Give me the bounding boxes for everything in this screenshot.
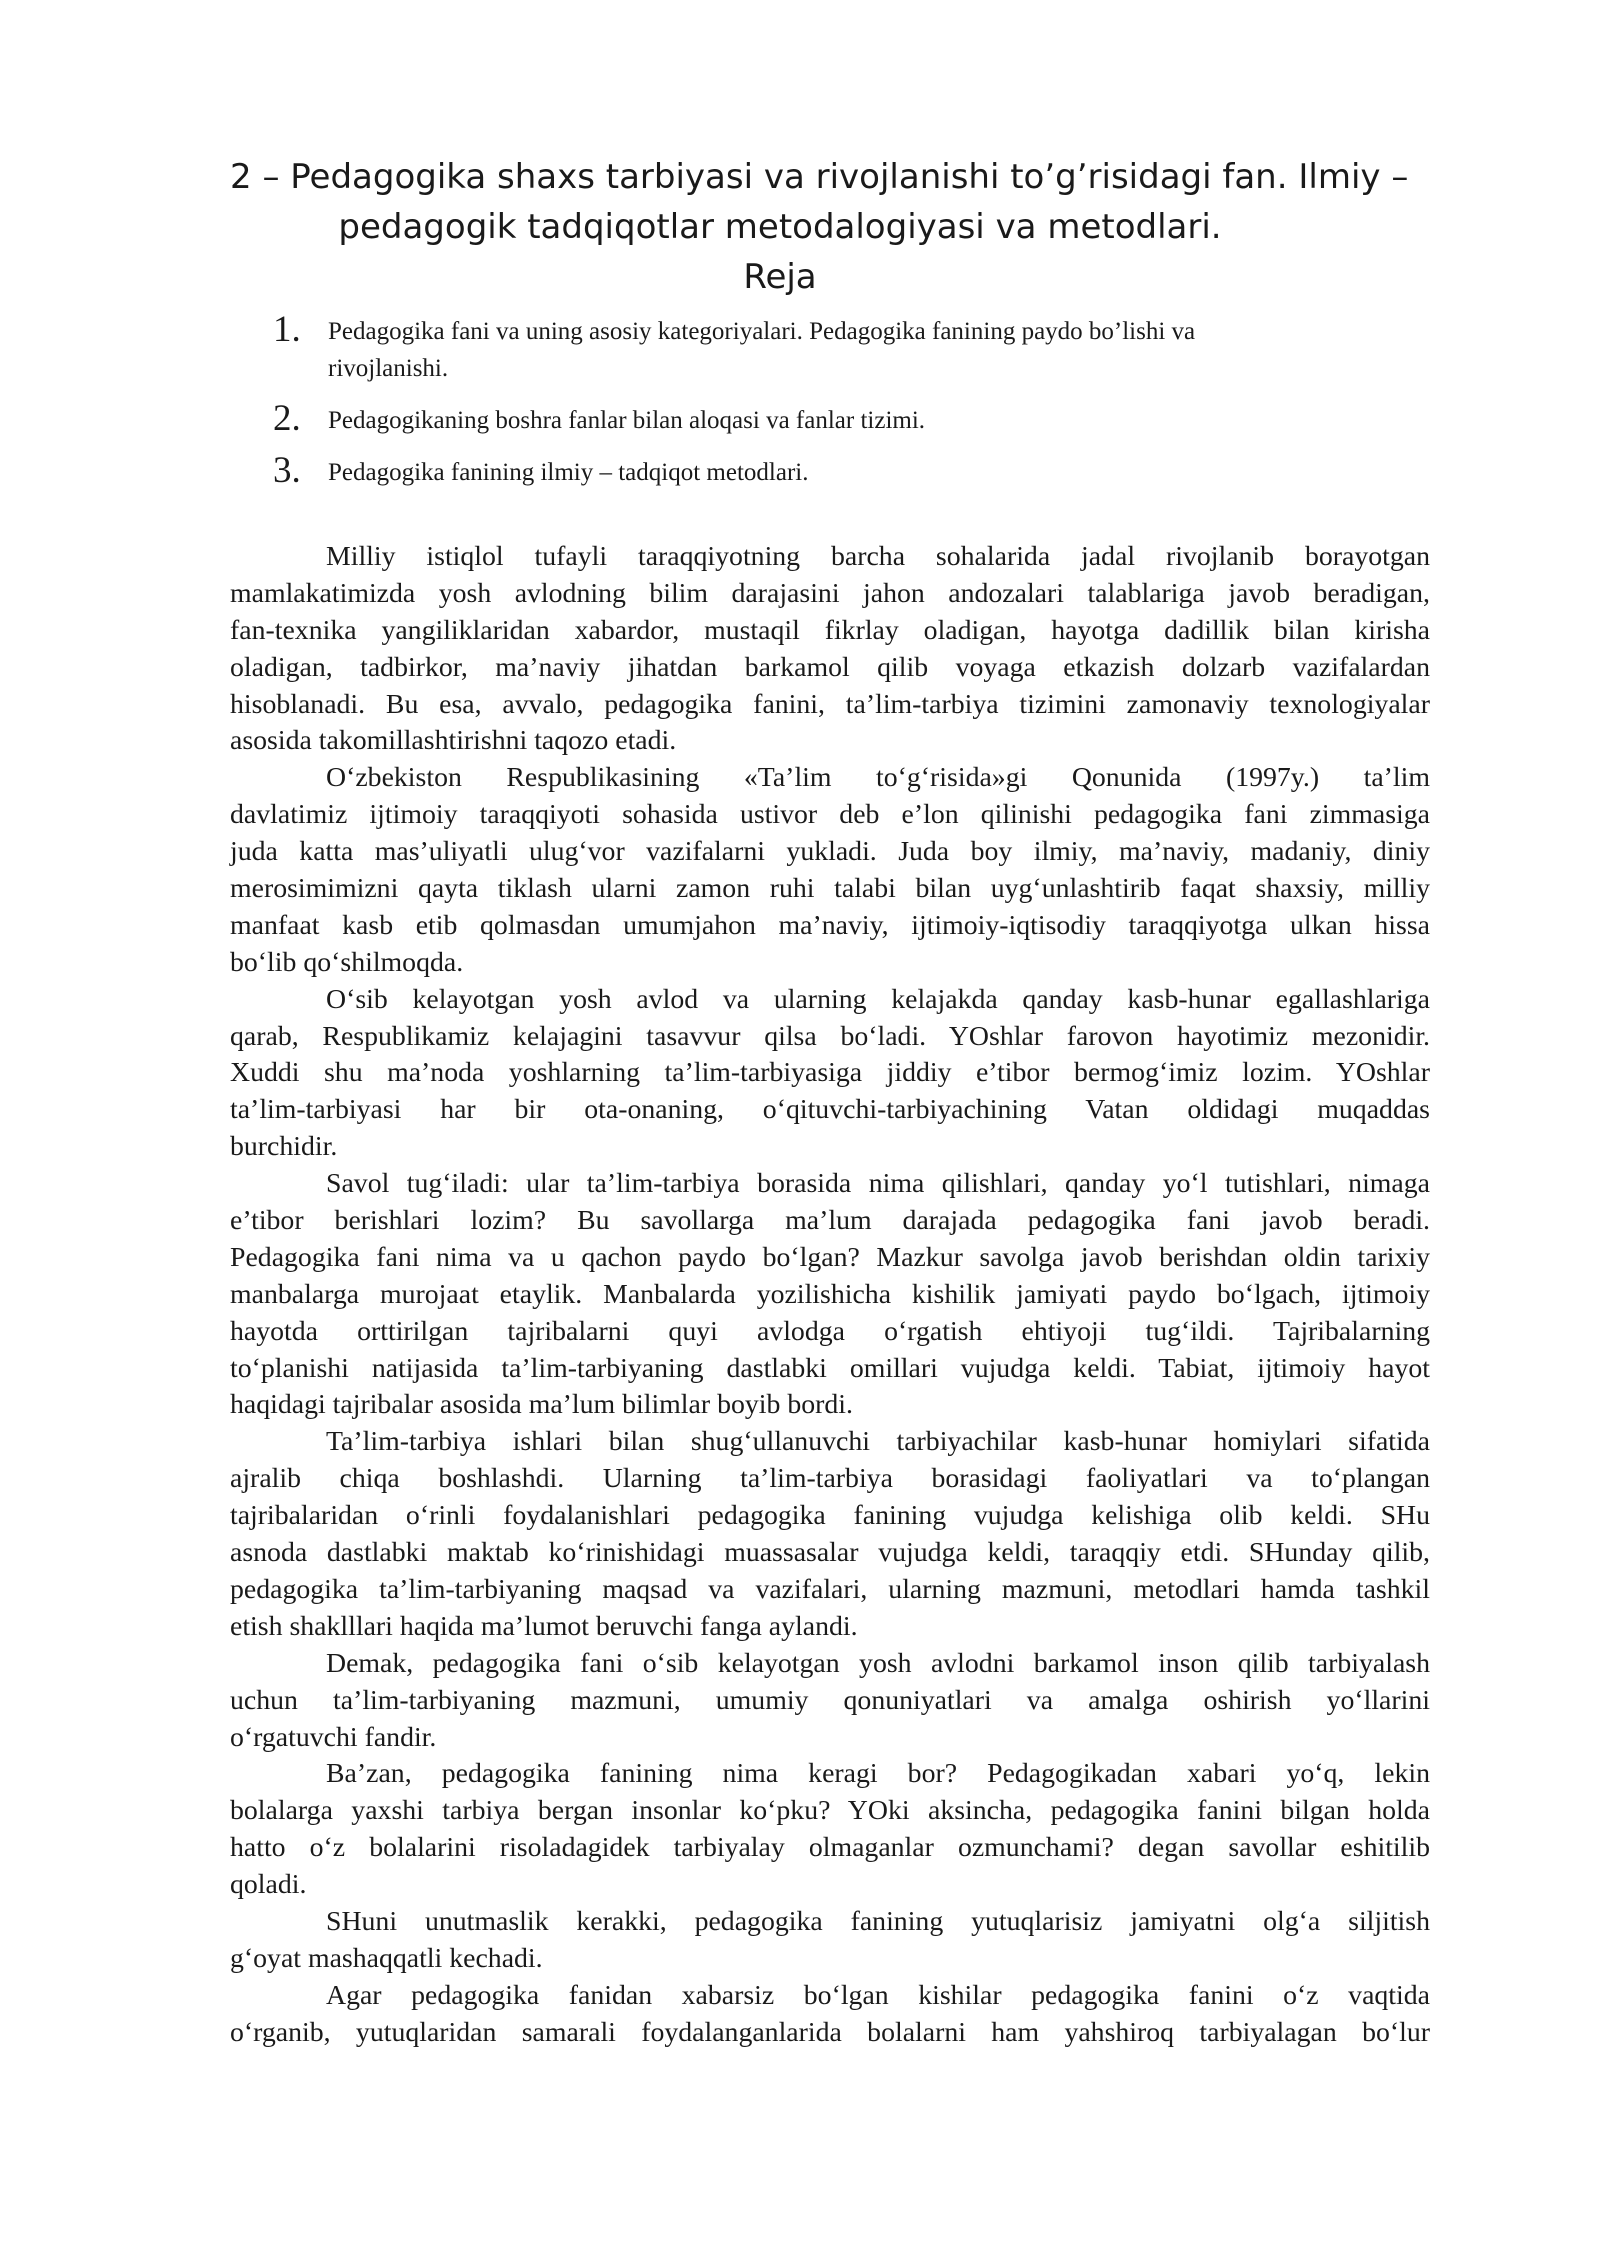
title-line-2: pedagogik tadqiqotlar metodalogiyasi va metodlari. bbox=[338, 207, 1222, 247]
body-line: o‘rgatuvchi fandir. bbox=[230, 1721, 437, 1753]
body-line: Milliy istiqlol tufayli taraqqiyotning barcha sohalarida jadal rivojlanib borayotgan bbox=[326, 541, 1430, 572]
body-line: etish shaklllari haqida ma’lumot beruvchi fanga aylandi. bbox=[230, 1610, 858, 1642]
plan-item-number: 2. bbox=[273, 398, 301, 439]
body-line: bolalarga yaxshi tarbiya bergan insonlar ko‘pku? YOki aksincha, pedagogika fanini bilgan holda bbox=[230, 1795, 1430, 1827]
body-line: O‘sib kelayotgan yosh avlod va ularning kelajakda qanday kasb-hunar egallashlariga bbox=[326, 983, 1430, 1015]
plan-heading: Reja bbox=[743, 257, 817, 297]
body-line: hayotda orttirilgan tajribalarni quyi avlodga o‘rgatish ehtiyoji tug‘ildi. Tajribalarning bbox=[230, 1315, 1430, 1347]
body-line: to‘planishi natijasida ta’lim-tarbiyaning dastlabki omillari vujudga keldi. Tabiat, ijtimoiy hayot bbox=[230, 1352, 1430, 1384]
plan-item-2 bbox=[273, 398, 1373, 439]
body-line: o‘rganib, yutuqlaridan samarali foydalanganlarida bolalarni ham yahshiroq tarbiyalagan bo‘lur bbox=[230, 2016, 1430, 2048]
body-line: uchun ta’lim-tarbiyaning mazmuni, umumiy qonuniyatlari va amalga oshirish yo‘llarini bbox=[230, 1684, 1430, 1716]
body-line: Demak, pedagogika fani o‘sib kelayotgan yosh avlodni barkamol inson qilib tarbiyalash bbox=[326, 1647, 1430, 1679]
body-line: Agar pedagogika fanidan xabarsiz bo‘lgan kishilar pedagogika fanini o‘z vaqtida bbox=[326, 1979, 1430, 2011]
body-line: asosida takomillashtirishni taqozo etadi. bbox=[230, 725, 677, 757]
body-line: hisoblanadi. Bu esa, avvalo, pedagogika fanini, ta’lim-tarbiya tizimini zamonaviy texnologiyalar bbox=[230, 688, 1430, 720]
body-line: ajralib chiqa boshlashdi. Ularning ta’lim-tarbiya borasidagi faoliyatlari va to‘plangan bbox=[230, 1463, 1430, 1495]
plan-item-number: 3. bbox=[273, 450, 301, 491]
plan-item-text: Pedagogika fani va uning asosiy kategoriyalari. Pedagogika fanining paydo bo’lishi va bbox=[328, 318, 1196, 345]
plan-item-number: 1. bbox=[273, 309, 301, 350]
body-line: haqidagi tajribalar asosida ma’lum bilimlar boyib bordi. bbox=[230, 1389, 853, 1421]
plan-item-text: Pedagogika fanining ilmiy – tadqiqot metodlari. bbox=[328, 459, 809, 486]
body-line: asnoda dastlabki maktab ko‘rinishidagi muassasalar vujudga keldi, taraqqiy etdi. SHunday qilib, bbox=[230, 1537, 1430, 1569]
title-line-1: 2 – Pedagogika shaxs tarbiyasi va rivojlanishi to’g’risidagi fan. Ilmiy – bbox=[230, 157, 1409, 197]
plan-item-text: rivojlanishi. bbox=[328, 355, 449, 382]
body-line: hatto o‘z bolalarini risoladagidek tarbiyalay olmaganlar ozmunchami? degan savollar eshitilib bbox=[230, 1832, 1430, 1864]
body-line: manfaat kasb etib qolmasdan umumjahon ma’naviy, ijtimoiy-iqtisodiy taraqqiyotga ulkan hissa bbox=[230, 909, 1430, 941]
body-line: mamlakatimizda yosh avlodning bilim darajasini jahon andozalari talablariga javob beradigan, bbox=[230, 577, 1430, 609]
plan-list bbox=[273, 309, 1373, 506]
body-line: Ta’lim-tarbiya ishlari bilan shug‘ullanuvchi tarbiyachilar kasb-hunar homiylari sifatida bbox=[326, 1426, 1430, 1458]
document-title bbox=[230, 152, 1409, 302]
body-line: juda katta mas’uliyatli ulug‘vor vazifalarni yukladi. Juda boy ilmiy, ma’naviy, madaniy, diniy bbox=[230, 836, 1430, 868]
body-line: qoladi. bbox=[230, 1869, 307, 1901]
body-line: manbalarga murojaat etaylik. Manbalarda yozilishicha kishilik jamiyati paydo bo‘lgach, ijtimoiy bbox=[230, 1278, 1430, 1310]
body-line: ta’lim-tarbiyasi har bir ota-onaning, o‘qituvchi-tarbiyachining Vatan oldidagi muqaddas bbox=[230, 1094, 1430, 1126]
document-body bbox=[230, 539, 1430, 2052]
body-line: bo‘lib qo‘shilmoqda. bbox=[230, 946, 464, 978]
body-line: Pedagogika fani nima va u qachon paydo bo‘lgan? Mazkur savolga javob berishdan oldin tarixiy bbox=[230, 1241, 1430, 1273]
body-line: Xuddi shu ma’noda yoshlarning ta’lim-tarbiyasiga jiddiy e’tibor bermog‘imiz lozim. YOshlar bbox=[230, 1057, 1430, 1089]
body-line: tajribalaridan o‘rinli foydalanishlari pedagogika fanining vujudga kelishiga olib keldi. SHu bbox=[230, 1500, 1430, 1532]
body-line: merosimimizni qayta tiklash ularni zamon ruhi talabi bilan uyg‘unlashtirib faqat shaxsiy, milliy bbox=[230, 873, 1430, 905]
body-line: oladigan, tadbirkor, ma’naviy jihatdan barkamol qilib voyaga etkazish dolzarb vazifalardan bbox=[230, 651, 1430, 683]
body-line: O‘zbekiston Respublikasining «Ta’lim to‘g‘risida»gi Qonunida (1997y.) ta’lim bbox=[326, 762, 1430, 794]
plan-item-1 bbox=[273, 309, 1373, 387]
body-line: davlatimiz ijtimoiy taraqqiyoti sohasida ustivor deb e’lon qilinishi pedagogika fani zimmasiga bbox=[230, 799, 1430, 831]
body-line: g‘oyat mashaqqatli kechadi. bbox=[230, 1942, 543, 1974]
body-line: burchidir. bbox=[230, 1131, 338, 1163]
body-line: fan-texnika yangiliklaridan xabardor, mustaqil fikrlay oladigan, hayotga dadillik bilan kirisha bbox=[230, 614, 1430, 646]
plan-item-3 bbox=[273, 450, 1373, 491]
body-line: SHuni unutmaslik kerakki, pedagogika fanining yutuqlarisiz jamiyatni olg‘a siljitish bbox=[326, 1905, 1430, 1937]
body-line: qarab, Respublikamiz kelajagini tasavvur qilsa bo‘ladi. YOshlar farovon hayotimiz mezonidir. bbox=[230, 1020, 1430, 1052]
body-line: Ba’zan, pedagogika fanining nima keragi bor? Pedagogikadan xabari yo‘q, lekin bbox=[326, 1758, 1430, 1790]
body-line: e’tibor berishlari lozim? Bu savollarga ma’lum darajada pedagogika fani javob beradi. bbox=[230, 1205, 1430, 1237]
body-line: pedagogika ta’lim-tarbiyaning maqsad va vazifalari, ularning mazmuni, metodlari hamda tashkil bbox=[230, 1573, 1430, 1605]
plan-item-text: Pedagogikaning boshra fanlar bilan aloqasi va fanlar tizimi. bbox=[328, 407, 926, 434]
body-line: Savol tug‘iladi: ular ta’lim-tarbiya borasida nima qilishlari, qanday yo‘l tutishlari, nimaga bbox=[326, 1168, 1430, 1200]
